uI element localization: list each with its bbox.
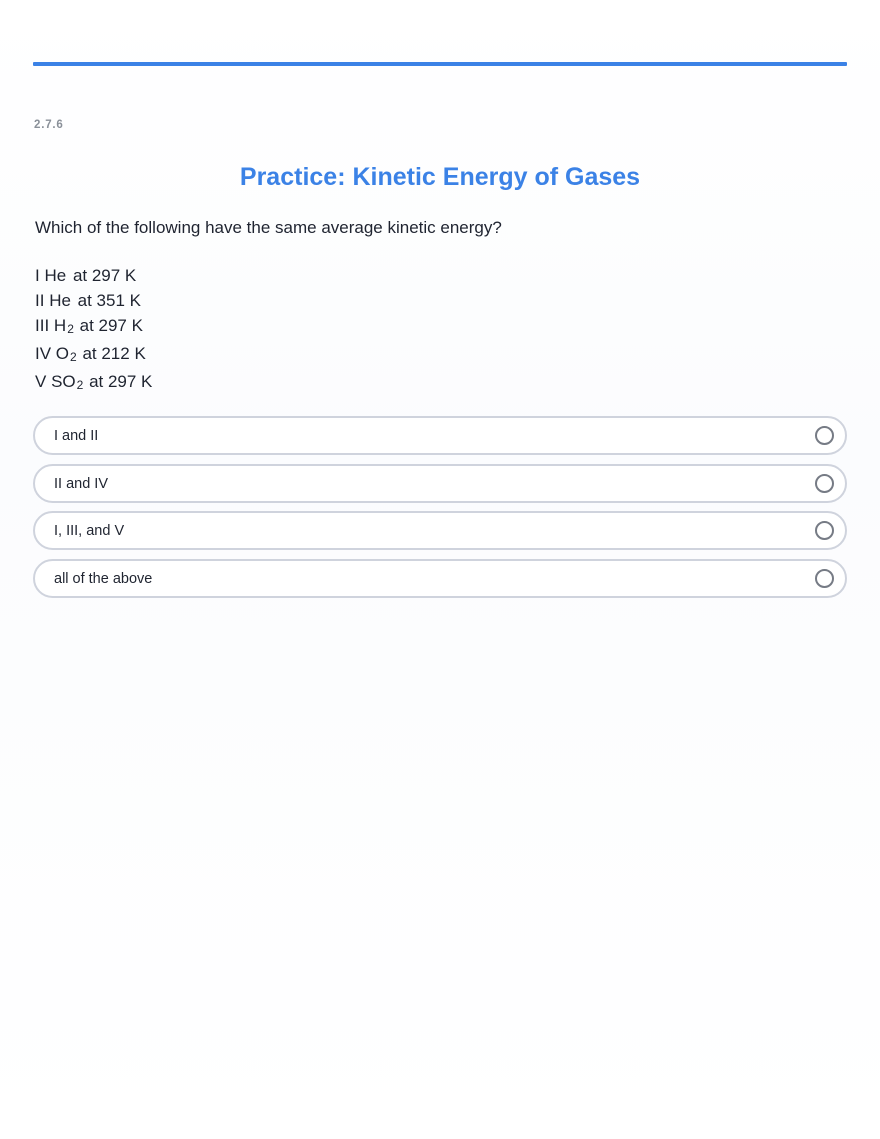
item-gas: O [55, 344, 70, 363]
item-numeral: I [35, 266, 40, 285]
answer-option-1[interactable] [33, 416, 847, 455]
item-gas: He [44, 266, 67, 285]
answer-option-3[interactable] [33, 511, 847, 550]
radio-button[interactable] [815, 569, 834, 588]
answer-option-label: I and II [54, 428, 99, 444]
gas-item [35, 316, 152, 344]
item-numeral: III [35, 316, 50, 335]
item-temperature: at 212 K [82, 344, 146, 363]
item-temperature: at 351 K [77, 291, 141, 310]
item-subscript: 2 [76, 378, 84, 392]
item-gas: SO [51, 372, 76, 391]
answer-option-2[interactable] [33, 464, 847, 503]
page-title: Practice: Kinetic Energy of Gases [239, 163, 641, 191]
radio-button[interactable] [815, 426, 834, 445]
gas-item [35, 291, 152, 316]
gas-item [35, 266, 152, 291]
gas-list [35, 266, 152, 400]
item-temperature: at 297 K [89, 372, 153, 391]
gas-item [35, 344, 152, 372]
answer-option-label: I, III, and V [54, 523, 125, 539]
answer-option-label: II and IV [54, 475, 109, 492]
section-number: 2.7.6 [34, 119, 64, 131]
item-subscript: 2 [67, 322, 74, 336]
header-divider [33, 62, 847, 66]
answer-choices [33, 416, 847, 606]
item-numeral: IV [35, 344, 52, 363]
item-numeral: II [35, 291, 45, 310]
gas-item [35, 372, 152, 400]
item-numeral: V [35, 372, 47, 391]
item-gas: He [49, 291, 71, 310]
question-prompt: Which of the following have the same average kinetic energy? [35, 218, 502, 237]
answer-option-4[interactable] [33, 559, 847, 598]
item-temperature: at 297 K [72, 266, 137, 285]
radio-button[interactable] [815, 521, 834, 540]
answer-option-label: all of the above [54, 570, 153, 587]
item-subscript: 2 [70, 350, 77, 364]
item-temperature: at 297 K [79, 316, 143, 335]
radio-button[interactable] [815, 474, 834, 493]
item-gas: H [53, 316, 67, 335]
